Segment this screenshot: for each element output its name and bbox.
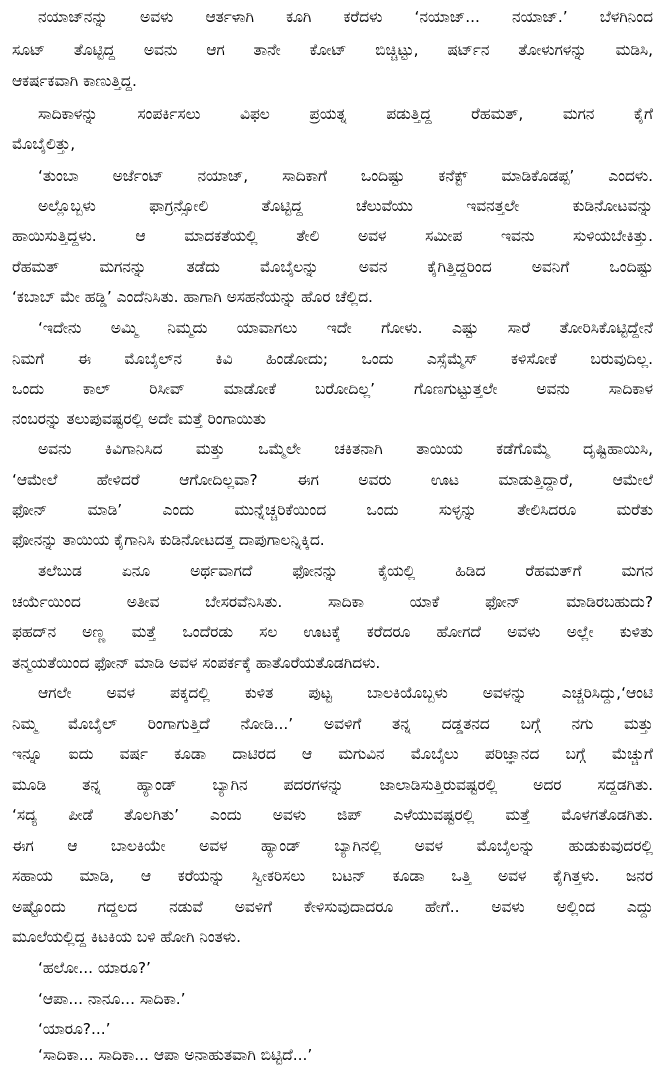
text-line: ಅವನು ಕಿವಿಗಾನಿಸಿದ ಮತ್ತು ಒಮ್ಮೆಲೇ ಚಕಿತನಾಗಿ ತಾಯಿಯ ಕಡೆಗೊಮ್ಮೆ ದೃಷ್ಟಿಹಾಯಿಸಿ,: [38, 440, 653, 458]
text-line: ಹಾಯಿಸುತ್ತಿದ್ದಳು. ಆ ಮಾದಕತೆಯಲ್ಲಿ ತೇಲಿ ಅವಳ ಸಮೀಪ ಇವನು ಸುಳಿಯಬೇಕಿತ್ತು.: [12, 227, 653, 245]
text-line: ಅಲ್ಲೊಬ್ಬಳು ಫಾಗ್ರನ್ಸೋಲಿ ತೊಟ್ಟಿದ್ದ ಚೆಲುವೆಯು ಇವನತ್ತಲೇ ಕುಡಿನೋಟವನ್ನು: [38, 197, 653, 215]
text-line: ತಲೆಬುಡ ಏನೂ ಅರ್ಥವಾಗದೆ ಫೋನನ್ನು ಕೈಯಲ್ಲಿ ಹಿಡಿದ ರೆಹಮತ್‌ಗೆ ಮಗನ: [38, 562, 653, 580]
text-line: ಒಂದು ಕಾಲ್ ರಿಸೀವ್ ಮಾಡೋಕೆ ಬರೋದಿಲ್ಲ’ ಗೊಣಗುಟ್ಟುತ್ತಲೇ ಅವನು ಸಾದಿಕಾಳ: [12, 380, 653, 398]
text-line: ಅಷ್ಟೊಂದು ಗದ್ದಲದ ನಡುವೆ ಅವಳಿಗೆ ಕೇಳಿಸುವುದಾದರೂ ಹೇಗೆ.. ಅವಳು ಅಲ್ಲಿಂದ ಎದ್ದು: [12, 898, 653, 916]
text-line: ಮೊಬೈಲಿತ್ತು,: [12, 135, 76, 153]
dialogue-line: ‘ಹಲೋ... ಯಾರೂ?’: [38, 959, 151, 977]
text-line: ರೆಹಮತ್ ಮಗನನ್ನು ತಡೆದು ಮೊಬೈಲನ್ನು ಅವನ ಕೈಗಿತ್ತಿದ್ದರಿಂದ ಅವನಿಗೆ ಒಂದಿಷ್ಟು: [12, 258, 653, 276]
text-line: ಮೂಲೆಯಲ್ಲಿದ್ದ ಕಿಟಕಿಯ ಬಳಿ ಹೋಗಿ ನಿಂತಳು.: [12, 928, 241, 946]
text-line: ಸಹಾಯ ಮಾಡಿ, ಆ ಕರೆಯನ್ನು ಸ್ವೀಕರಿಸಲು ಬಟನ್ ಕೂಡಾ ಒತ್ತಿ ಅವಳ ಕೈಗಿತ್ತಳು. ಜನರ: [12, 867, 653, 885]
text-line: ಫೋನನ್ನು ತಾಯಿಯ ಕೈಗಾನಿಸಿ ಕುಡಿನೋಟದತ್ತ ದಾಪುಗಾಲನ್ನಿಕ್ಕಿದ.: [12, 531, 325, 549]
text-line: ನಿಮ್ಮ ಮೊಬೈಲ್ ರಿಂಗಾಗುತ್ತಿದೆ ನೋಡಿ...’ ಅವಳಿಗೆ ತನ್ನ ದಡ್ಡತನದ ಬಗ್ಗೆ ನಗು ಮತ್ತು: [12, 715, 653, 733]
text-line: ‘ಸದ್ಯ ಪೀಡೆ ತೊಲಗಿತು’ ಎಂದು ಅವಳು ಜಿಪ್ ಎಳೆಯುವಷ್ಟರಲ್ಲಿ ಮತ್ತೆ ಮೊಳಗತೊಡಗಿತು.: [12, 806, 653, 824]
text-line: ಸಾದಿಕಾಳನ್ನು ಸಂಪರ್ಕಿಸಲು ವಿಫಲ ಪ್ರಯತ್ನ ಪಡುತ್ತಿದ್ದ ರೆಹಮತ್, ಮಗನ ಕೈಗೆ: [38, 105, 653, 123]
dialogue-line: ‘ಸಾದಿಕಾ... ಸಾದಿಕಾ... ಆಪಾ ಅನಾಹುತವಾಗಿ ಬಿಟ್ಟಿದೆ...’: [38, 1046, 313, 1064]
text-line: ಈಗ ಆ ಬಾಲಕಿಯೇ ಅವಳ ಹ್ಯಾಂಡ್ ಬ್ಯಾಗಿನಲ್ಲಿ ಅವಳ ಮೊಬೈಲನ್ನು ಹುಡುಕುವುದರಲ್ಲಿ: [12, 837, 653, 855]
text-line: ಫಹದ್‌ನ ಅಣ್ಣ ಮತ್ತೆ ಒಂದೆರಡು ಸಲ ಊಟಕ್ಕೆ ಕರೆದರೂ ಹೋಗದೆ ಅವಳು ಅಲ್ಲೇ ಕುಳಿತು: [12, 623, 653, 641]
text-line: ಆಗಲೇ ಅವಳ ಪಕ್ಕದಲ್ಲಿ ಕುಳಿತ ಪುಟ್ಟ ಬಾಲಕಿಯೊಬ್ಬಳು ಅವಳನ್ನು ಎಚ್ಚರಿಸಿದ್ದು,‘ಆಂಟಿ: [38, 684, 653, 702]
text-line: ಮೂಡಿ ತನ್ನ ಹ್ಯಾಂಡ್ ಬ್ಯಾಗಿನ ಪದರಗಳನ್ನು ಜಾಲಾಡಿಸುತ್ತಿರುವಷ್ಟರಲ್ಲಿ ಅದರ ಸದ್ದಡಗಿತು.: [12, 776, 653, 794]
text-line: ‘ಆಮೇಲೆ ಹೇಳಿದರೆ ಆಗೋದಿಲ್ಲವಾ? ಈಗ ಅವರು ಊಟ ಮಾಡುತ್ತಿದ್ದಾರೆ, ಆಮೇಲೆ: [12, 471, 653, 489]
text-line: ಸೂಟ್ ತೊಟ್ಟಿದ್ದ ಅವನು ಆಗ ತಾನೇ ಕೋಟ್ ಬಿಚ್ಚಿಟ್ಟು, ಷರ್ಟ್‌ನ ತೋಳುಗಳನ್ನು ಮಡಿಸಿ,: [12, 41, 653, 59]
text-line: ನಯಾಜ್‌ನನ್ನು ಅವಳು ಆರ್ತಳಾಗಿ ಕೂಗಿ ಕರೆದಳು ‘ನಯಾಜ್... ನಯಾಜ್.’ ಬೆಳಗಿನಿಂದ: [38, 8, 653, 26]
dialogue-line: ‘ಯಾರೂ?...’: [38, 1020, 111, 1038]
text-line: ಫೋನ್ ಮಾಡಿ’ ಎಂದು ಮುನ್ನೆಚ್ಚರಿಕೆಯಿಂದ ಒಂದು ಸುಳ್ಳನ್ನು ತೇಲಿಸಿದರೂ ಮರೆತು: [12, 501, 653, 519]
text-line: ‘ಕಬಾಬ್ ಮೇ ಹಡ್ಡಿ’ ಎಂದೆನಿಸಿತು. ಹಾಗಾಗಿ ಅಸಹನೆಯನ್ನು ಹೊರ ಚೆಲ್ಲಿದ.: [12, 288, 373, 306]
text-line: ನಿಮಗೆ ಈ ಮೊಬೈಲ್‌ನ ಕಿವಿ ಹಿಂಡೋದು; ಒಂದು ಎಸ್ಸೆಮ್ಮೆಸ್ ಕಳಿಸೋಕೆ ಬರುವುದಿಲ್ಲ.: [12, 350, 653, 368]
text-line: ತನ್ಮಯತೆಯಿಂದ ಫೋನ್ ಮಾಡಿ ಅವಳ ಸಂಪರ್ಕಕ್ಕೆ ಹಾತೊರೆಯತೊಡಗಿದಳು.: [12, 654, 381, 672]
text-line: ಚರ್ಯೆಯಿಂದ ಅತೀವ ಬೇಸರವೆನಿಸಿತು. ಸಾದಿಕಾ ಯಾಕೆ ಫೋನ್ ಮಾಡಿರಬಹುದು?: [12, 593, 653, 611]
dialogue-line: ‘ಆಪಾ... ನಾನೂ... ಸಾದಿಕಾ.’: [38, 990, 186, 1008]
text-line: ‘ಇದೇನು ಅಮ್ಮಿ ನಿಮ್ಮದು ಯಾವಾಗಲು ಇದೇ ಗೋಳು. ಎಷ್ಟು ಸಾರೆ ತೋರಿಸಿಕೊಟ್ಟಿದ್ದೇನೆ: [38, 319, 653, 337]
text-line: ಆಕರ್ಷಕವಾಗಿ ಕಾಣುತ್ತಿದ್ದ.: [12, 72, 137, 90]
text-line: ‘ತುಂಬಾ ಅರ್ಜೆಂಟ್ ನಯಾಜ್, ಸಾದಿಕಾಗೆ ಒಂದಿಷ್ಟು ಕನೆಕ್ಟ್ ಮಾಡಿಕೊಡಪ್ಪ’ ಎಂದಳು.: [38, 167, 653, 185]
text-line: ನಂಬರನ್ನು ತಲುಪುವಷ್ಟರಲ್ಲಿ ಅದೇ ಮತ್ತೆ ರಿಂಗಾಯಿತು: [12, 410, 266, 428]
text-line: ಇನ್ನೂ ಐದು ವರ್ಷ ಕೂಡಾ ದಾಟಿರದ ಆ ಮಗುವಿನ ಮೊಬೈಲು ಪರಿಜ್ಞಾನದ ಬಗ್ಗೆ ಮೆಚ್ಚುಗೆ: [12, 745, 653, 763]
